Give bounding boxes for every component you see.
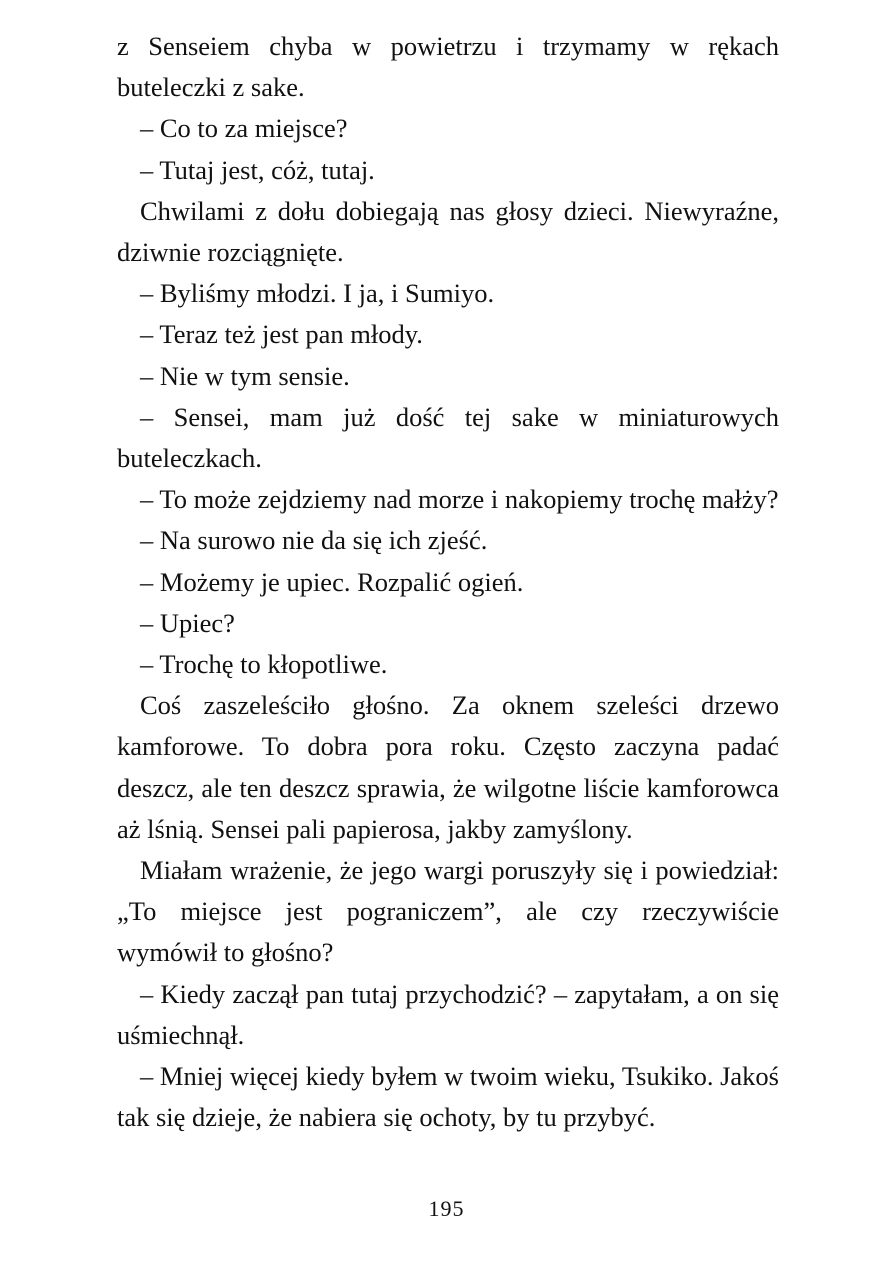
- paragraph: Miałam wrażenie, że jego wargi poruszyły się i powiedział: „To miejsce jest pograniczem”, ale czy rzeczywiście wymówił to głośno?: [117, 855, 779, 968]
- paragraph: – Mniej więcej kiedy byłem w twoim wieku, Tsukiko. Jakoś tak się dzieje, że nabiera się ochoty, by tu przybyć.: [117, 1061, 779, 1133]
- paragraph: – Możemy je upiec. Rozpalić ogień.: [140, 566, 524, 597]
- paragraph: – Byliśmy młodzi. I ja, i Sumiyo.: [140, 278, 495, 309]
- paragraph: – Sensei, mam już dość tej sake w miniaturowych buteleczkach.: [117, 401, 779, 474]
- paragraph: – Upiec?: [140, 607, 235, 638]
- paragraph: – Teraz też jest pan młody.: [140, 319, 423, 350]
- paragraph: – Nie w tym sensie.: [140, 360, 350, 391]
- paragraph: – Tutaj jest, cóż, tutaj.: [140, 154, 375, 185]
- paragraph: Coś zaszeleściło głośno. Za oknem szeleści drzewo kamforowe. To dobra pora roku. Często zaczyna padać deszcz, ale ten deszcz sprawia, że wilgotne liście kamforowca aż lśnią. Sensei pali papierosa, jakby zamyślony.: [117, 690, 779, 844]
- paragraph: z Senseiem chyba w powietrzu i trzymamy w rękach buteleczki z sake.: [117, 31, 779, 103]
- paragraph: – Kiedy zaczął pan tutaj przychodzić? – zapytałam, a on się uśmiechnął.: [117, 978, 779, 1050]
- paragraph: – To może zejdziemy nad morze i nakopiemy trochę małży?: [140, 484, 779, 515]
- paragraph: – Na surowo nie da się ich zjeść.: [140, 525, 488, 556]
- body-text: [117, 26, 779, 1138]
- paragraph: – Co to za miejsce?: [140, 113, 348, 144]
- paragraph: Chwilami z dołu dobiegają nas głosy dzieci. Niewyraźne, dziwnie rozciągnięte.: [117, 195, 779, 268]
- page-number: 195: [428, 1196, 465, 1221]
- paragraph: – Trochę to kłopotliwe.: [140, 649, 388, 680]
